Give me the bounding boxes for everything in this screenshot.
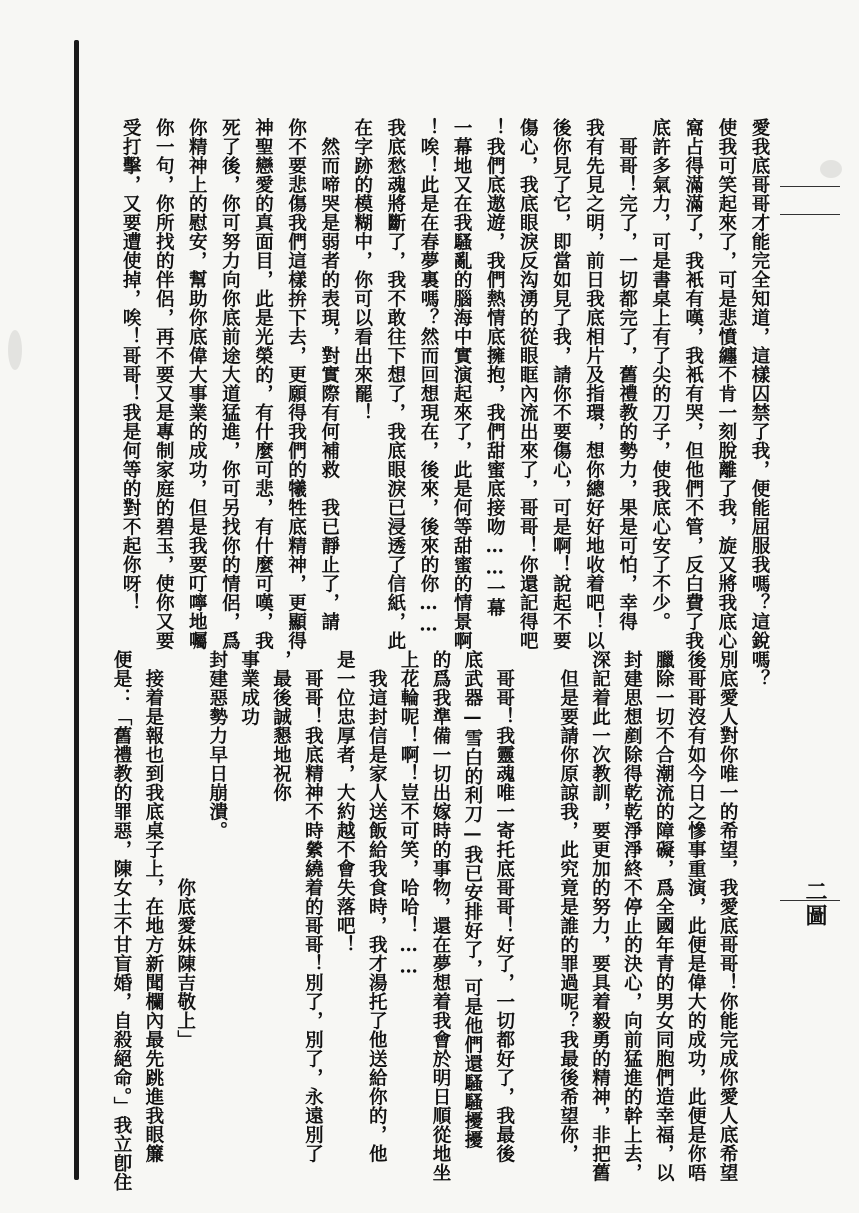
letter-top-column: 受打擊，又要遭使掉，唉！哥哥！我是何等的對不起你呀！ xyxy=(120,118,142,612)
letter-bottom-column: 事業成功 xyxy=(238,650,260,726)
scan-rule xyxy=(780,186,840,187)
letter-top-column: 然而啼哭是弱者的表現，對實際有何補救 我已靜止了，請 xyxy=(318,118,340,631)
binding-edge xyxy=(74,40,79,1180)
letter-top-column: 死了後，你可努力向你底前途大道猛進，你可另找你的情侶，爲 xyxy=(219,118,241,650)
letter-bottom-column: ，最後誠懇地祝你 xyxy=(270,650,292,802)
page-number: 二圖 xyxy=(802,880,828,928)
scan-rule xyxy=(780,214,840,215)
letter-bottom-column: 深記着此一次教訓，要更加的努力，要具着毅勇的精神，非把舊 xyxy=(589,650,611,1182)
letter-top-column: 窩占得滿滿了，我衹有嘆，我衹有哭，但他們不管，反白費了我 xyxy=(682,118,704,650)
letter-bottom-column: 我這封信是家人送飯給我食時，我才湯托了他送給你的，他 xyxy=(366,650,388,1163)
letter-top-column: 後你見了它，即當如見了我，請你不要傷心，可是啊！說起不要 xyxy=(550,118,572,650)
letter-top-column: ！我們底遨遊，我們熱情底擁抱，我們甜蜜底接吻……一幕 xyxy=(484,118,506,617)
letter-bottom-column: 臘除一切不合潮流的障礙，爲全國年青的男女同胞們造幸福，以 xyxy=(653,650,675,1182)
letter-bottom-column: 底武器—雪白的利刀—我已安排好了，可是他們還騷騷擾擾 xyxy=(461,650,483,1149)
letter-top-column: 愛我底哥哥才能完全知道，這樣囚禁了我，便能屈服我嗎？這銳 xyxy=(749,118,770,650)
letter-top-column: 在字跡的模糊中，你可以看出來罷！ xyxy=(351,118,373,422)
letter-bottom-column: 哥哥！我底精神不時縈繞着的哥哥！別了，別了，永遠別了 xyxy=(302,650,324,1163)
letter-top-column: 神聖戀愛的真面目，此是光榮的，有什麼可悲，有什麼可嘆，我 xyxy=(252,118,274,650)
letter-top-column: 底許多氣力，可是書桌上有了尖的刀子，使我底心安了不少。 xyxy=(649,118,671,631)
letter-top-column: 使我可笑起來了，可是悲憤纏不肯一刻脫離了我，旋又將我底心 xyxy=(715,118,737,650)
scan-smudge xyxy=(8,330,22,370)
letter-top-column: 你一句，你所找的伴侶，再不要又是專制家庭的碧玉，使你又要 xyxy=(153,118,175,650)
letter-bottom-column: 嗎？ xyxy=(749,650,770,688)
letter-bottom-column: 你底愛妹陳吉敬上」 xyxy=(174,650,196,1049)
letter-bottom-column: 別底愛人對你唯一的希望，我愛底哥哥！你能完成你愛人底希望 xyxy=(717,650,739,1182)
letter-bottom-column: 便是：「舊禮教的罪惡，陳女士不甘盲婚，自殺絕命。」我立卽住 xyxy=(111,650,132,1192)
letter-bottom-column: 接着是報也到我底桌子上，在地方新聞欄內最先跳進我眼簾 xyxy=(142,650,164,1163)
letter-top-column: 一幕地又在我騷亂的腦海中實演起來了，此是何等甜蜜的情景啊 xyxy=(451,118,473,650)
scan-smudge xyxy=(820,160,842,178)
letter-bottom-column: 上花輪呢！啊！豈不可笑，哈哈！…… xyxy=(398,650,420,978)
letter-top-column: 你精神上的慰安，幫助你底偉大事業的成功，但是我要叮嚀地囑 xyxy=(186,118,208,650)
letter-bottom-column: 但是要請你原諒我，此究竟是誰的罪過呢？我最後希望你， xyxy=(557,650,579,1163)
letter-bottom-column: 哥哥！我靈魂唯一寄托底哥哥！好了，一切都好了，我最後 xyxy=(493,650,515,1163)
letter-top-column: 哥哥！完了，一切都完了，舊禮教的勢力，果是可怕，幸得 xyxy=(616,118,638,631)
letter-top-column: ！唉！此是在春夢裏嗎？然而回想現在，後來，後來的你…… xyxy=(418,118,439,636)
letter-top-column: 我有先見之明，前日我底相片及指環，想你總好好地收着吧！以 xyxy=(583,118,605,650)
letter-bottom-column: 封建惡勢力早日崩潰。 xyxy=(206,650,228,840)
letter-top-column: 你不要悲傷我們這樣拚下去，更願得我們的犧牲底精神，更顯得 xyxy=(285,118,307,650)
letter-top-column: 我底愁魂將斷了，我不敢往下想了，我底眼淚已浸透了信紙，此 xyxy=(384,118,406,650)
letter-top-column: 傷心，我底眼淚反沟湧的從眼眶內流出來了，哥哥！你還記得吧 xyxy=(517,118,539,650)
letter-bottom-column: 封建思想剷除得乾乾淨淨終不停止的決心，向前猛進的幹上去， xyxy=(621,650,643,1182)
letter-bottom-column: 的爲我準備一切出嫁時的事物，還在夢想着我會於明日順從地坐 xyxy=(430,650,451,1182)
letter-bottom-column: 是一位忠厚者，大約越不會失落吧！ xyxy=(334,650,356,954)
letter-bottom-column: 後哥哥沒有如今日之慘事重演，此便是偉大的成功，此便是你唔 xyxy=(685,650,707,1182)
